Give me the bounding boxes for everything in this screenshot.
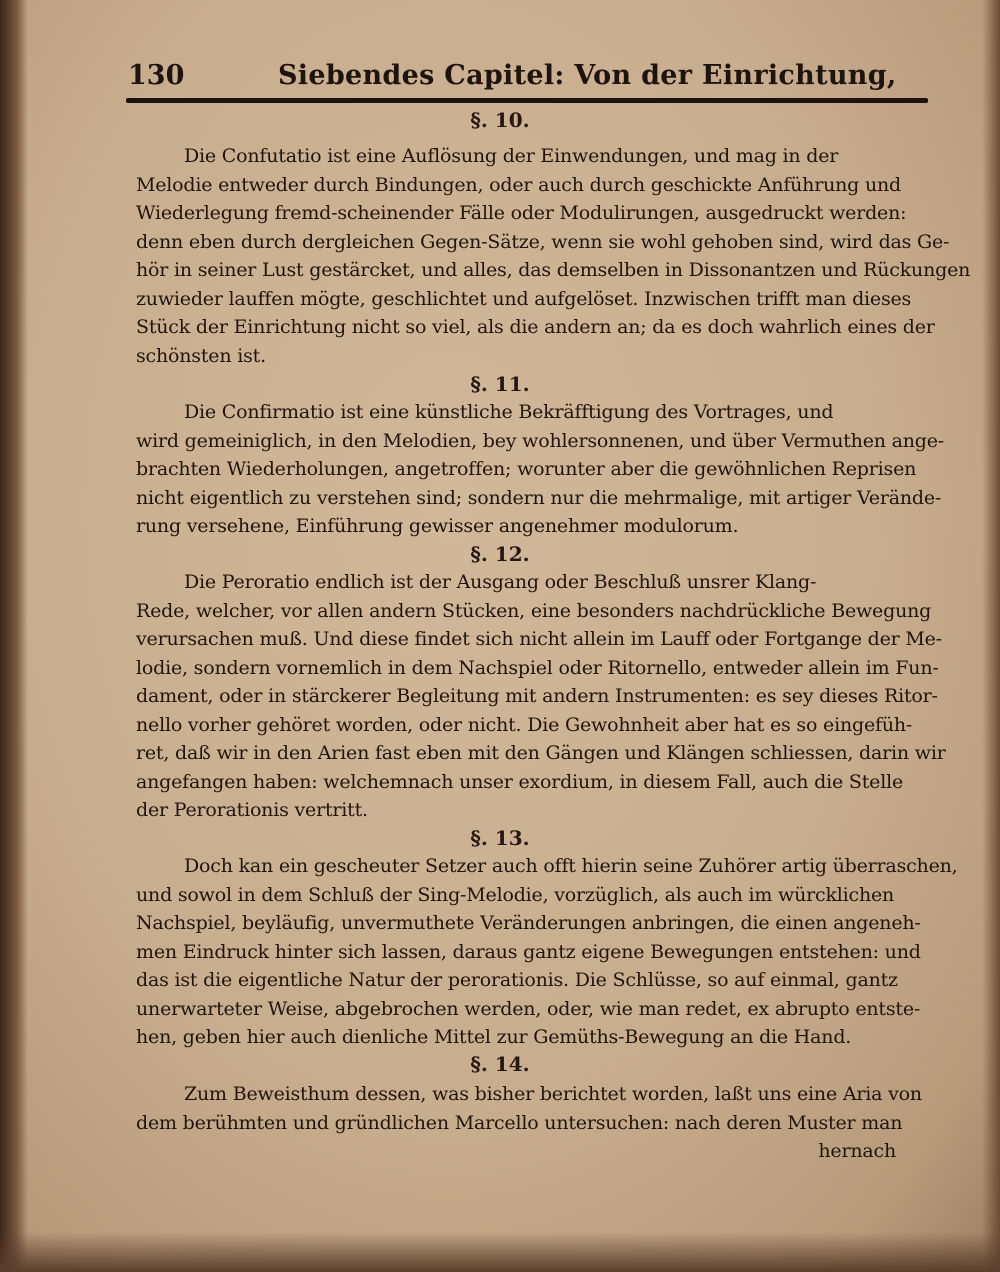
text-line: dem berühmten und gründlichen Marcello untersuchen: nach deren Muster man bbox=[136, 1111, 903, 1134]
paragraph-13 bbox=[136, 852, 958, 1052]
text-line: Nachspiel, beyläufig, unvermuthete Veränderungen anbringen, die einen angeneh- bbox=[136, 912, 921, 934]
text-line: verursachen muß. Und diese findet sich nicht allein im Lauff oder Fortgange der Me- bbox=[136, 628, 942, 650]
text-line: Die Confutatio ist eine Auflösung der Einwendungen, und mag in der bbox=[184, 145, 839, 167]
text-line: Zum Beweisthum dessen, was bisher berichtet worden, laßt uns eine Aria von bbox=[184, 1083, 922, 1105]
text-line: hör in seiner Lust gestärcket, und alles, das demselben in Dissonantzen und Rückungen bbox=[136, 259, 971, 281]
paragraph-12 bbox=[136, 568, 946, 825]
text-line: lodie, sondern vornemlich in dem Nachspiel oder Ritornello, entweder allein im Fun- bbox=[136, 656, 939, 679]
text-line: Die Peroratio endlich ist der Ausgang oder Beschluß unsrer Klang- bbox=[184, 571, 817, 593]
section-mark-11: §. 11. bbox=[470, 372, 530, 396]
text-line: denn eben durch dergleichen Gegen-Sätze, wenn sie wohl gehoben sind, wird das Ge- bbox=[136, 230, 950, 253]
text-line: unerwarteter Weise, abgebrochen werden, oder, wie man redet, ex abrupto entste- bbox=[136, 997, 921, 1020]
text-line: Rede, welcher, vor allen andern Stücken, eine besonders nachdrückliche Bewegung bbox=[136, 599, 932, 622]
text-line: nicht eigentlich zu verstehen sind; sondern nur die mehrmalige, mit artiger Verände- bbox=[136, 486, 942, 509]
text-line: ret, daß wir in den Arien fast eben mit den Gängen und Klängen schliessen, darin wir bbox=[136, 742, 946, 764]
section-mark-10: §. 10. bbox=[470, 108, 530, 132]
text-line: men Eindruck hinter sich lassen, daraus gantz eigene Bewegungen entstehen: und bbox=[136, 940, 921, 963]
text-line: Doch kan ein gescheuter Setzer auch offt hierin seine Zuhörer artig überraschen, bbox=[184, 855, 958, 877]
text-line: hen, geben hier auch dienliche Mittel zur Gemüths-Bewegung an die Hand. bbox=[136, 1026, 852, 1048]
text-line: Die Confirmatio ist eine künstliche Bekräfftigung des Vortrages, und bbox=[184, 401, 834, 423]
text-line: Melodie entweder durch Bindungen, oder auch durch geschickte Anführung und bbox=[136, 173, 902, 196]
running-head bbox=[128, 56, 928, 96]
text-line: brachten Wiederholungen, angetroffen; worunter aber die gewöhnlichen Reprisen bbox=[136, 458, 917, 480]
page-bottom-shadow bbox=[0, 1232, 1000, 1272]
text-line: zuwieder lauffen mögte, geschlichtet und aufgelöset. Inzwischen trifft man dieses bbox=[136, 287, 912, 310]
text-line: rung versehene, Einführung gewisser angenehmer modulorum. bbox=[136, 515, 739, 537]
text-line: Stück der Einrichtung nicht so viel, als die andern an; da es doch wahrlich eines der bbox=[136, 316, 935, 338]
text-line: nello vorher gehöret worden, oder nicht. Die Gewohnheit aber hat es so eingefüh- bbox=[136, 713, 913, 736]
header-rule bbox=[126, 98, 928, 103]
text-line: Wiederlegung fremd-scheinender Fälle oder Modulirungen, ausgedruckt werden: bbox=[136, 202, 907, 224]
catchword: hernach bbox=[818, 1140, 896, 1162]
paragraph-11 bbox=[136, 398, 945, 541]
paragraph-14 bbox=[136, 1080, 936, 1166]
text-line: schönsten ist. bbox=[136, 344, 266, 367]
section-mark-14: §. 14. bbox=[470, 1052, 530, 1076]
text-line: wird gemeiniglich, in den Melodien, bey wohlersonnenen, und über Vermuthen ange- bbox=[136, 429, 945, 452]
section-mark-13: §. 13. bbox=[470, 826, 530, 850]
page-edge-shadow bbox=[982, 0, 1000, 1272]
chapter-title: Siebendes Capitel: Von der Einrichtung, bbox=[278, 60, 897, 91]
page-number: 130 bbox=[128, 60, 185, 91]
section-mark-12: §. 12. bbox=[470, 542, 530, 566]
text-line: der Perorationis vertritt. bbox=[136, 799, 368, 821]
text-line: und sowol in dem Schluß der Sing-Melodie, vorzüglich, als auch im würcklichen bbox=[136, 883, 895, 906]
page-gutter-shadow bbox=[0, 0, 28, 1272]
paragraph-10 bbox=[136, 142, 971, 370]
text-line: angefangen haben: welchemnach unser exordium, in diesem Fall, auch die Stelle bbox=[136, 770, 903, 793]
text-line: das ist die eigentliche Natur der perorationis. Die Schlüsse, so auf einmal, gantz bbox=[136, 969, 898, 991]
text-line: dament, oder in stärckerer Begleitung mit andern Instrumenten: es sey dieses Ritor- bbox=[136, 685, 938, 707]
